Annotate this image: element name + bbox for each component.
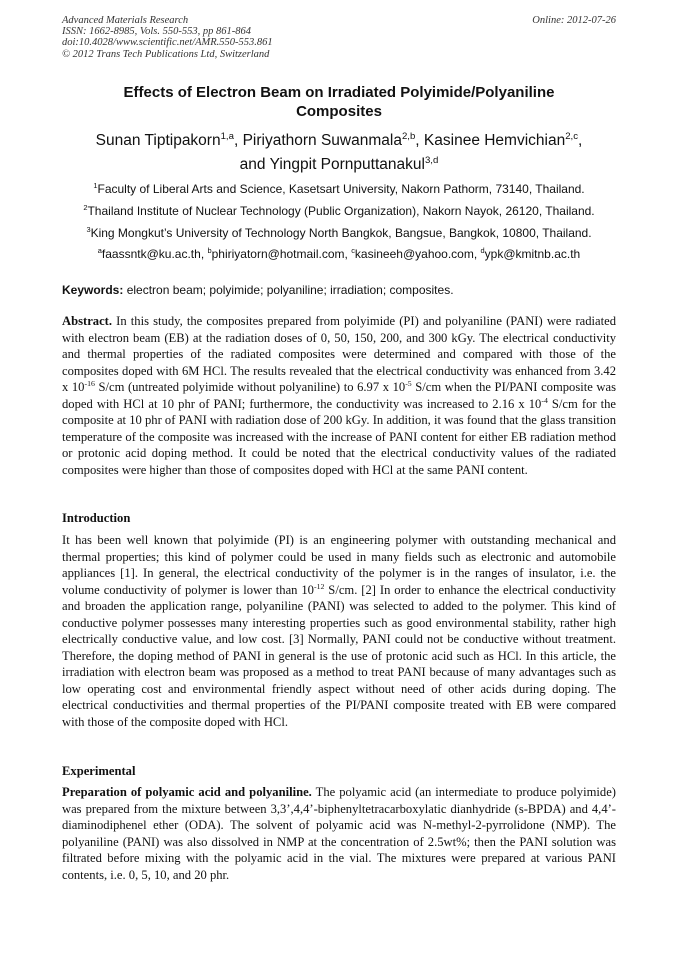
email-sup: b [207, 246, 212, 255]
author-sup: 2,b [401, 130, 416, 142]
exponent: -4 [541, 395, 548, 405]
affiliation-text: Faculty of Liberal Arts and Science, Kasetsart University, Nakorn Pathorm, 73140, Thailand. [97, 182, 585, 196]
affiliation [50, 204, 628, 219]
introduction-paragraph: It has been well known that polyimide (PI) is an engineering polymer with outstanding mechanical and thermal properties; this kind of polymer could be used in many fields such as electronic and automobile appliances [1]. In general, the electrical conductivity of the polymer is in the ranges of insulator, i.e. the volume conductivity of polymer is lower than 10 [62, 533, 616, 597]
email-sup: a [97, 246, 102, 255]
author-and: and [239, 156, 270, 173]
author-sep: , [415, 132, 424, 149]
email-link: phiriyatorn@hotmail.com, [211, 247, 352, 261]
issn-line: ISSN: 1662-8985, Vols. 550-553, pp 861-864 [62, 26, 251, 38]
affiliation-text: Thailand Institute of Nuclear Technology (Public Organization), Nakorn Nayok, 26120, Thailand. [87, 204, 595, 218]
email-line [50, 247, 628, 262]
exponent: -12 [313, 581, 325, 591]
keywords-text: electron beam; polyimide; polyaniline; irradiation; composites. [123, 283, 454, 297]
author-sep: , [233, 132, 243, 149]
title-line-1: Effects of Electron Beam on Irradiated Polyimide/Polyaniline [123, 84, 555, 101]
keywords [62, 283, 616, 298]
subsection-heading: Preparation of polyamic acid and polyaniline. [62, 785, 312, 799]
online-date: Online: 2012-07-26 [532, 15, 616, 26]
email-link: kasineeh@yahoo.com, [354, 247, 481, 261]
section-heading-experimental: Experimental [62, 764, 136, 778]
exponent: -16 [84, 378, 95, 388]
author-sup: 2,c [565, 130, 579, 142]
introduction-paragraph: S/cm. [2] In order to enhance the electrical conductivity and broaden the application range, polyaniline (PANI) was selected to added to the polymer. This kind of conductive polymer possesses many interesting properties such as good environmental stability, rather high electrically conductive value, and low cost. [3] Normally, PANI could not be conductive without treatment. Therefore, the doping method of PANI in general is the use of protonic acid such as HCl. In this article, the irradiation with electron beam was proposed as a method to treat PANI because of many advantages such as low operating cost and environmental friendly aspect without need of other acids during doping. The electrical conductivities and thermal properties of the PI/PANI composite treated with EB were compared with those of the composite doped with HCl. [62, 582, 616, 729]
journal-name: Advanced Materials Research [62, 15, 189, 26]
abstract [62, 313, 616, 478]
author-sup: 3,d [424, 154, 439, 166]
running-header [62, 15, 616, 60]
author-name: Piriyathorn Suwanmala [242, 132, 402, 149]
author-sup: 1,a [220, 130, 234, 142]
author-name: Sunan Tiptipakorn [95, 132, 221, 149]
author-name: Kasinee Hemvichian [423, 132, 566, 149]
affiliation-text: King Mongkut’s University of Technology North Bangkok, Bangsue, Bangkok, 10800, Thailand. [90, 226, 592, 240]
abstract-label: Abstract. [62, 314, 113, 328]
authors-line-2 [62, 153, 616, 177]
doi-line: doi:10.4028/www.scientific.net/AMR.550-553.861 [62, 37, 273, 49]
abstract-text: In this study, the composites prepared from polyimide (PI) and polyaniline (PANI) were radiated with electron beam (EB) at the radiation doses of 0, 50, 150, 200, and 300 kGy. The electrical conductivity and thermal properties of the radiated composites were determined and compared with those of the composites doped with 6M HCl. The results revealed that the electrical conductivity was enhanced from 3.42 x 10 [62, 314, 616, 394]
experimental-paragraph: The polyamic acid (an intermediate to produce polyimide) was prepared from the mixture between 3,3’,4,4’-biphenyltetracarboxylatic dianhydride (s-BPDA) and 4,4’-diaminodiphenel ether (ODA). The solvent of polyamic acid was N-methyl-2-pyrrolidone (NMP). The polyaniline (PANI) was also dissolved in NMP at the concentration of 2.5wt%; then the PANI solution was filtrated before mixing with the polyamic acid in the vial. The mixtures were prepared at various PANI contents, i.e. 0, 5, 10, and 20 phr. [62, 785, 616, 882]
abstract-text: S/cm when the PI/PANI composite was doped with HCl at 10 phr of PANI; furthermore, the conductivity was increased to 2.16 x 10 [62, 380, 616, 411]
affiliation [50, 182, 628, 197]
copyright-line: © 2012 Trans Tech Publications Ltd, Switzerland [62, 48, 270, 60]
author-name: Yingpit Pornputtanakul [269, 156, 425, 173]
email-link: ypk@kmitnb.ac.th [484, 247, 581, 261]
affiliation-sup: 2 [83, 203, 88, 212]
authors-line-1 [62, 129, 616, 153]
paper-title [62, 83, 616, 121]
keywords-label: Keywords: [62, 283, 124, 297]
abstract-text: S/cm (untreated polyimide without polyaniline) to 6.97 x 10 [94, 380, 406, 394]
experimental-text [62, 784, 616, 883]
affiliation [50, 226, 628, 241]
author-sep: , [578, 132, 583, 149]
email-link: faassntk@ku.ac.th, [101, 247, 208, 261]
abstract-text: S/cm for the composite at 10 phr of PANI with radiation dose of 200 kGy. In addition, it was found that the glass transition temperature of the composite was increased with the increase of PANI content for either EB radiation method or protonic acid doping method. It could be noted that the electrical conductivity values of the radiated composites were higher than those of composites doped with HCl at the same PANI content. [62, 396, 617, 477]
affiliation-sup: 1 [93, 181, 98, 190]
title-line-2: Composites [296, 103, 382, 120]
email-sup: d [480, 246, 485, 255]
section-heading-introduction: Introduction [62, 511, 131, 525]
exponent: -5 [405, 378, 412, 388]
affiliation-sup: 3 [86, 225, 91, 234]
introduction-text [62, 532, 616, 730]
author-list [62, 129, 616, 177]
email-sup: c [351, 246, 355, 255]
